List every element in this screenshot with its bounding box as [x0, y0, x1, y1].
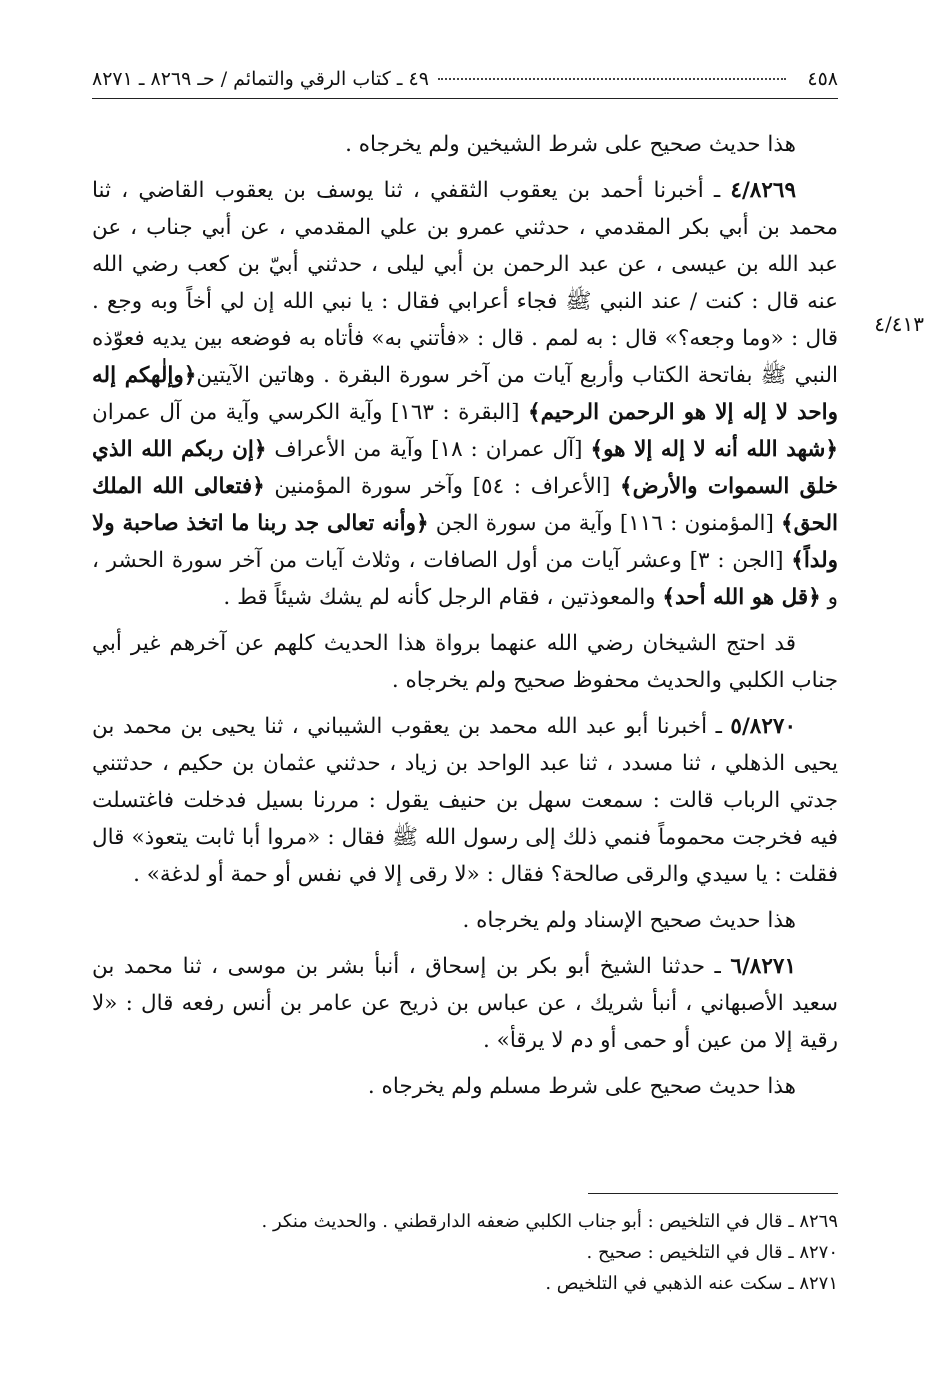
hadith-8271	[92, 948, 838, 1059]
verdict-paragraph: هذا حديث صحيح على شرط مسلم ولم يخرجاه .	[367, 1074, 796, 1099]
hadith-number: ٥/٨٢٧٠	[730, 714, 796, 739]
quran-verse: ﴿فتعالى الله الملك الحق﴾	[92, 474, 838, 536]
hadith-text: ـ أخبرنا أبو عبد الله محمد بن يعقوب الشيباني ، ثنا يحيى بن محمد بن يحيى الذهلي ، ثنا مسدد ، ثنا عبد الواحد بن زياد ، حدثني عثمان بن حكيم ، حدثتني جدتي الرباب قالت : سمعت سهل بن حنيف يقول : مررنا بسيل فدخلت فاغتسلت فيه فخرجت محموماً فنمي ذلك إلى رسول الله ﷺ فقال : «مروا أبا ثابت يتعوذ» قال فقلت : يا سيدي والرقى صالحة؟ فقال : «لا رقى إلا في نفس أو حمة أو لدغة» .	[92, 714, 838, 887]
quran-verse: ﴿وأنه تعالى جد ربنا ما اتخذ صاحبة ولا ولداً﴾	[92, 511, 839, 573]
hadith-text: [الأعراف : ٥٤] وآخر سورة المؤمنين	[264, 474, 620, 499]
margin-volume-reference: ٤/٤١٣	[874, 312, 924, 336]
verdict-paragraph: هذا حديث صحيح على شرط الشيخين ولم يخرجاه .	[345, 132, 796, 157]
hadith-8270	[92, 708, 838, 893]
hadith-text: [البقرة : ١٦٣] وآية الكرسي وآية من آل عمران	[92, 400, 528, 425]
commentary-paragraph: قد احتج الشيخان رضي الله عنهما برواة هذا الحديث كلهم عن آخرهم غير أبي جناب الكلبي والحديث محفوظ صحيح ولم يخرجاه .	[92, 631, 838, 693]
quran-verse: ﴿شهد الله أنه لا إله إلا هو﴾	[590, 437, 839, 462]
hadith-text: ـ أخبرنا أحمد بن يعقوب الثقفي ، ثنا يوسف بن يعقوب القاضي ، ثنا محمد بن أبي بكر المقدمي ، حدثني عمرو بن علي المقدمي ، عن أبي جناب ، عن عبد الله بن عيسى ، عن عبد الرحمن بن أبي ليلى ، حدثني أبيّ بن كعب رضي الله عنه قال : كنت / عند النبي ﷺ فجاء أعرابي فقال : يا نبي الله إن لي أخاً وبه وجع . قال : «وما وجعه؟» قال : به لمم . قال : «فأتني به» فأتاه به فوضعه بين يديه فعوّذه النبي ﷺ بفاتحة الكتاب وأربع آيات من آخر سورة البقرة . وهاتين الآيتين	[92, 178, 839, 388]
footnotes	[92, 1206, 838, 1299]
hadith-text: والمعوذتين ، فقام الرجل كأنه لم يشك شيئاً قط .	[223, 585, 663, 610]
footnote-item: ٨٢٧١ ـ سكت عنه الذهبي في التلخيص .	[545, 1273, 838, 1294]
hadith-8269	[92, 172, 838, 616]
header-dot-leader	[438, 78, 786, 80]
quran-verse: ﴿إن ربكم الله الذي خلق السموات والأرض﴾	[92, 437, 838, 499]
page-number: ٤٥٨	[807, 68, 838, 90]
hadith-text: [الجن : ٣] وعشر آيات من أول الصافات ، وثلاث آيات من آخر سورة الحشر ، و	[92, 548, 838, 610]
hadith-text: [آل عمران : ١٨] وآية من الأعراف	[266, 437, 591, 462]
hadith-number: ٤/٨٢٦٩	[730, 178, 796, 203]
footnote-divider	[588, 1193, 838, 1194]
quran-verse: ﴿وإلٰهكم إله واحد لا إله إلا هو الرحمن الرحيم﴾	[92, 363, 838, 425]
verdict-paragraph: هذا حديث صحيح الإسناد ولم يخرجاه .	[462, 908, 796, 933]
hadith-number: ٦/٨٢٧١	[730, 954, 796, 979]
main-text	[92, 126, 838, 1114]
footnote-item: ٨٢٧٠ ـ قال في التلخيص : صحيح .	[586, 1242, 838, 1263]
hadith-text: [المؤمنون : ١١٦] وآية من سورة الجن	[428, 511, 782, 536]
hadith-text: ـ حدثنا الشيخ أبو بكر بن إسحاق ، أنبأ بشر بن موسى ، ثنا محمد بن سعيد الأصبهاني ، أنبأ شريك ، عن عباس بن ذريح عن عامر بن أنس رفعه قال : «لا رقية إلا من عين أو حمى أو دم لا يرقأ» .	[92, 954, 838, 1053]
running-header	[92, 64, 838, 99]
footnote-item: ٨٢٦٩ ـ قال في التلخيص : أبو جناب الكلبي ضعفه الدارقطني . والحديث منكر .	[261, 1211, 838, 1232]
quran-verse: ﴿قل هو الله أحد﴾	[662, 585, 821, 610]
running-title: ٤٩ ـ كتاب الرقي والتمائم / حـ ٨٢٦٩ ـ ٨٢٧١	[92, 68, 429, 90]
